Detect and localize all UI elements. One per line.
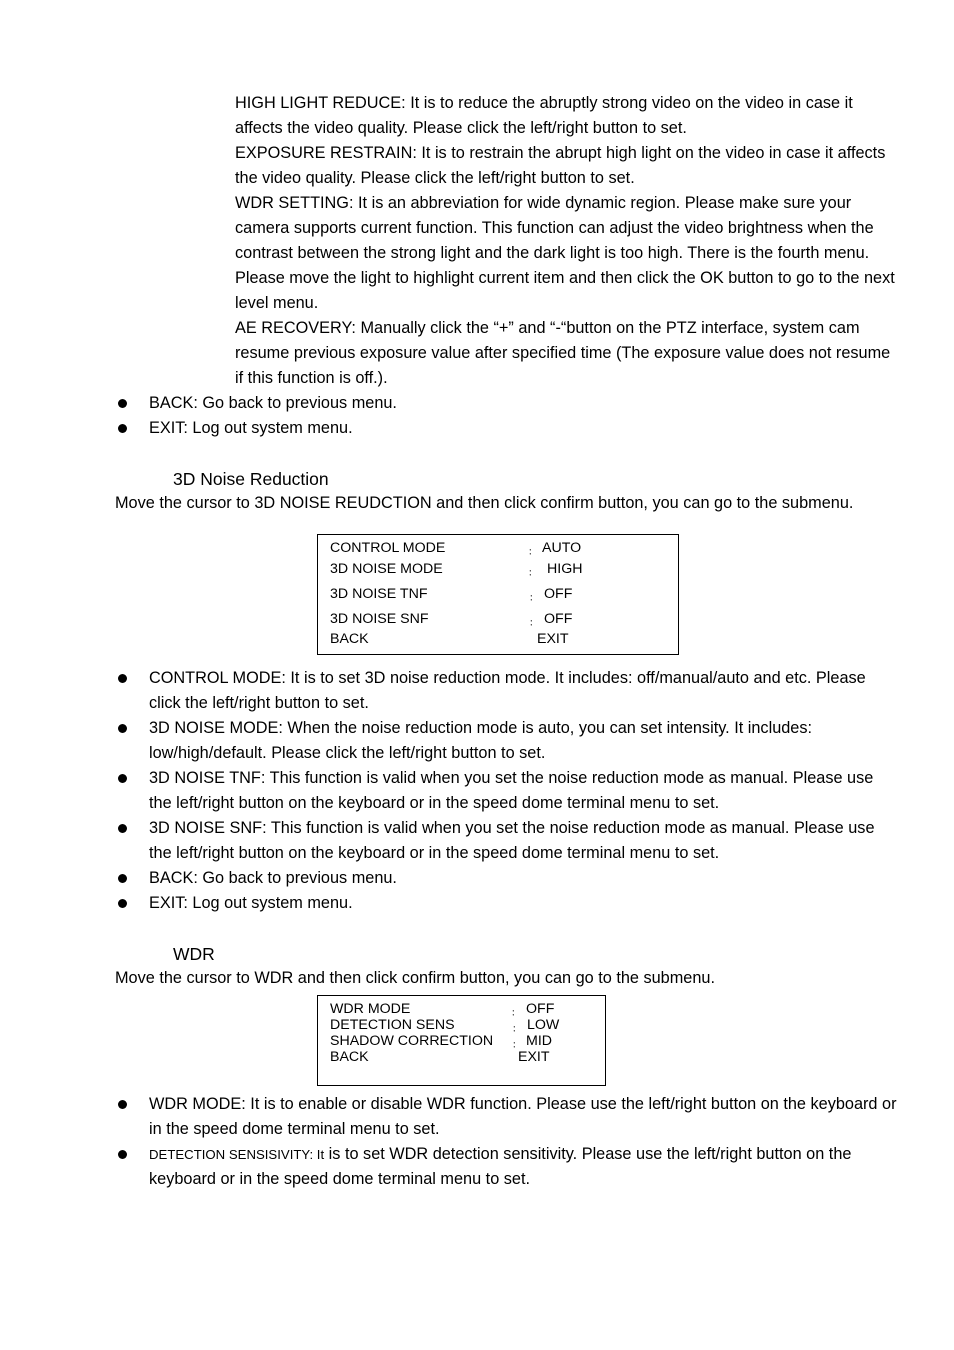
small-caps-term: DETECTION SENSISIVITY: It	[149, 1147, 325, 1162]
bullet-text: EXIT: Log out system menu.	[149, 894, 353, 912]
bullet-text: click the left/right button to set.	[149, 694, 369, 712]
text-line: camera supports current function. This function can adjust the video brightness when the	[235, 219, 874, 237]
bullet-dot-icon	[118, 424, 127, 433]
bullet-dot-icon	[118, 1150, 127, 1159]
menu-label: CONTROL MODE	[330, 540, 446, 556]
bullet-text-rest: is to set WDR detection sensitivity. Please use the left/right button on the	[324, 1145, 852, 1163]
bullet-item-3d-noise-tnf	[114, 766, 929, 816]
bullet-text: 3D NOISE SNF: This function is valid when you set the noise reduction mode as manual. Please use	[149, 819, 875, 837]
bullet-dot-icon	[118, 874, 127, 883]
menu-colon: ：	[529, 618, 539, 629]
menu-label: 3D NOISE MODE	[330, 561, 443, 577]
bullet-dot-icon	[118, 674, 127, 683]
menu-value: EXIT	[537, 631, 569, 647]
bullet-text: EXIT: Log out system menu.	[149, 419, 353, 437]
bullet-text: BACK: Go back to previous menu.	[149, 394, 397, 412]
bullet-text: WDR MODE: It is to enable or disable WDR function. Please use the left/right button on the keyboard or	[149, 1095, 897, 1113]
bullet-item-3d-noise-snf	[114, 816, 929, 866]
bullet-text: in the speed dome terminal menu to set.	[149, 1120, 440, 1138]
bullet-text: 3D NOISE TNF: This function is valid when you set the noise reduction mode as manual. Please use	[149, 769, 874, 787]
bullet-text: keyboard or in the speed dome terminal menu to set.	[149, 1170, 531, 1188]
menu-label: 3D NOISE SNF	[330, 611, 429, 627]
menu-label: 3D NOISE TNF	[330, 586, 428, 602]
bullet-text: CONTROL MODE: It is to set 3D noise reduction mode. It includes: off/manual/auto and etc. Please	[149, 669, 866, 687]
menu-value: LOW	[527, 1017, 560, 1033]
text-line: HIGH LIGHT REDUCE: It is to reduce the abruptly strong video on the video in case it	[235, 94, 853, 112]
menu-value: OFF	[544, 611, 573, 627]
bullet-text	[149, 1142, 929, 1167]
bullet-text: the left/right button on the keyboard or in the speed dome terminal menu to set.	[149, 844, 720, 862]
menu-colon: ：	[511, 1008, 521, 1019]
menu-value: OFF	[526, 1001, 555, 1017]
bullet-dot-icon	[118, 824, 127, 833]
wdr-menu-box	[317, 995, 606, 1086]
menu-colon: ：	[528, 547, 538, 558]
section-heading-wdr: WDR	[173, 944, 215, 964]
menu-value: AUTO	[542, 540, 582, 556]
text-line: affects the video quality. Please click the left/right button to set.	[235, 119, 687, 137]
menu-label: DETECTION SENS	[330, 1017, 455, 1033]
menu-value: HIGH	[547, 561, 583, 577]
menu-colon: ：	[512, 1040, 522, 1051]
high-light-reduce-paragraph	[235, 91, 935, 391]
section-intro-3d-noise: Move the cursor to 3D NOISE REUDCTION and then click confirm button, you can go to the submenu.	[115, 494, 854, 512]
menu-label: SHADOW CORRECTION	[330, 1033, 494, 1049]
bullet-item-back	[114, 866, 929, 891]
menu-value: EXIT	[518, 1049, 550, 1065]
bullet-dot-icon	[118, 724, 127, 733]
bullet-dot-icon	[118, 899, 127, 908]
section-heading-3d-noise: 3D Noise Reduction	[173, 469, 329, 489]
bullet-dot-icon	[118, 774, 127, 783]
noise-menu-box	[317, 534, 679, 655]
menu-label: WDR MODE	[330, 1001, 411, 1017]
text-line: EXPOSURE RESTRAIN: It is to restrain the abrupt high light on the video in case it affects	[235, 144, 886, 162]
menu-colon: ：	[528, 568, 538, 579]
text-line: contrast between the strong light and the dark light is too high. There is the fourth menu.	[235, 244, 870, 262]
text-line: resume previous exposure value after specified time (The exposure value does not resume	[235, 344, 891, 362]
bullet-item-control-mode	[114, 666, 929, 716]
bullet-item-3d-noise-mode	[114, 716, 929, 766]
bullet-item-back	[114, 391, 929, 416]
text-line: AE RECOVERY: Manually click the “+” and “-“button on the PTZ interface, system cam	[235, 319, 860, 337]
bullet-text: low/high/default. Please click the left/right button to set.	[149, 744, 546, 762]
bullet-dot-icon	[118, 1100, 127, 1109]
bullet-text: BACK: Go back to previous menu.	[149, 869, 397, 887]
text-line: if this function is off.).	[235, 369, 388, 387]
menu-label: BACK	[330, 1049, 369, 1065]
bullet-item-detection-sensitivity	[114, 1142, 929, 1192]
menu-colon: ：	[529, 593, 539, 604]
text-line: the video quality. Please click the left/right button to set.	[235, 169, 635, 187]
bullet-item-exit	[114, 891, 929, 916]
menu-colon: ：	[512, 1024, 522, 1035]
menu-value: MID	[526, 1033, 553, 1049]
bullet-item-wdr-mode	[114, 1092, 929, 1142]
menu-value: OFF	[544, 586, 573, 602]
bullet-item-exit	[114, 416, 929, 441]
bullet-text: the left/right button on the keyboard or in the speed dome terminal menu to set.	[149, 794, 720, 812]
text-line: level menu.	[235, 294, 319, 312]
section-intro-wdr: Move the cursor to WDR and then click confirm button, you can go to the submenu.	[115, 969, 715, 987]
text-line: Please move the light to highlight current item and then click the OK button to go to the next	[235, 269, 895, 287]
menu-label: BACK	[330, 631, 369, 647]
text-line: WDR SETTING: It is an abbreviation for wide dynamic region. Please make sure your	[235, 194, 852, 212]
bullet-text: 3D NOISE MODE: When the noise reduction mode is auto, you can set intensity. It includes:	[149, 719, 813, 737]
bullet-dot-icon	[118, 399, 127, 408]
